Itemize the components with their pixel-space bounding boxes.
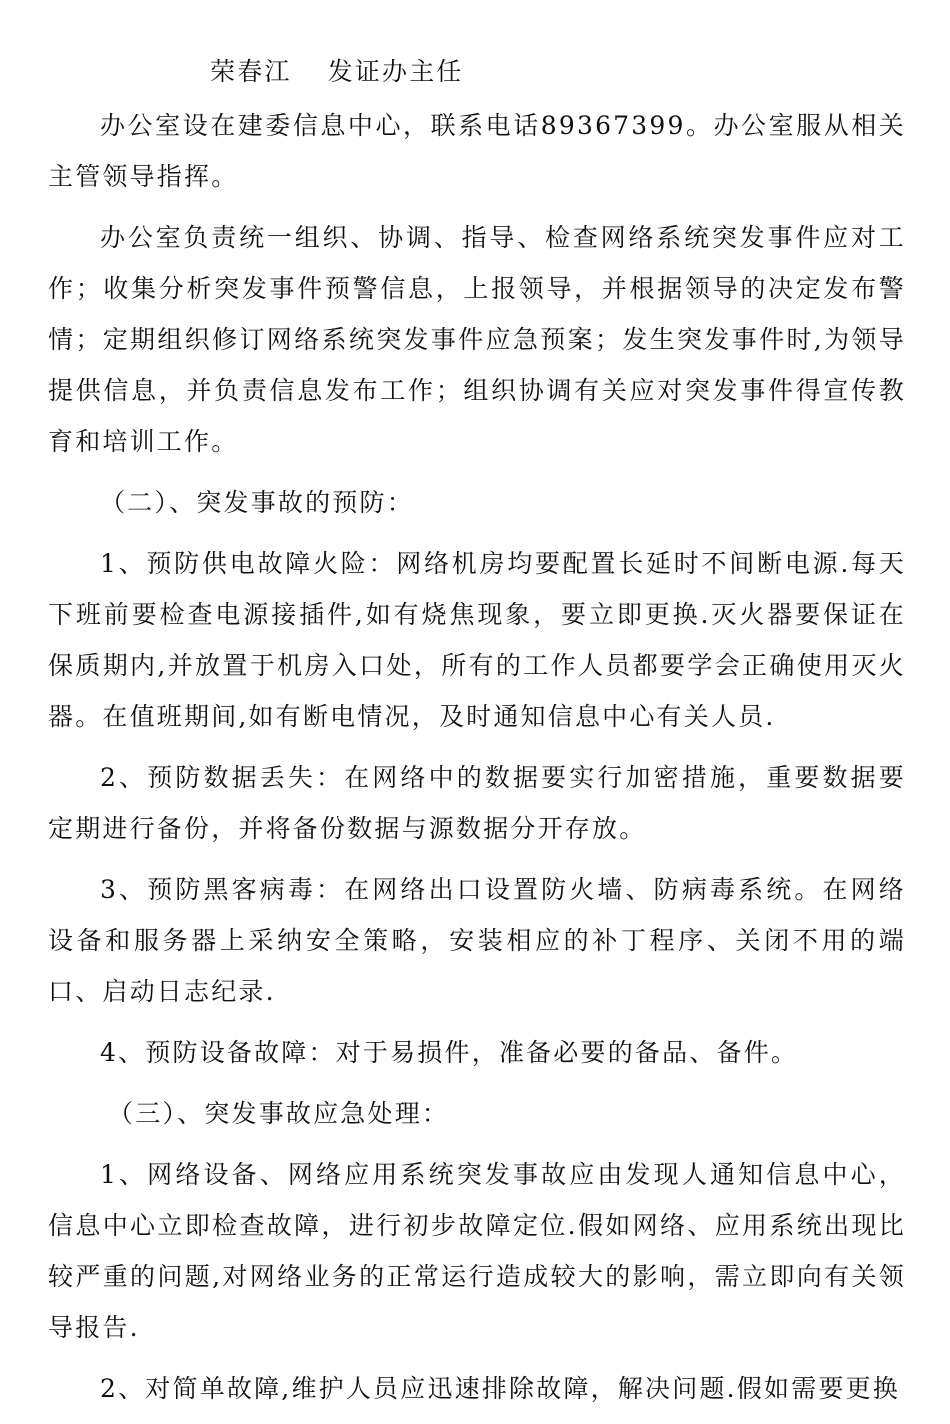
- document-page: [48, 52, 906, 1424]
- prevention-item-1: 1、预防供电故障火险：网络机房均要配置长延时不间断电源.每天下班前要检查电源接插件,如有烧焦现象，要立即更换.灭火器要保证在保质期内,并放置于机房入口处，所有的工作人员都要学会正确使用灭火器。在值班期间,如有断电情况，及时通知信息中心有关人员.: [48, 549, 906, 731]
- contact-person-line: [48, 52, 906, 92]
- prevention-item-3: 3、预防黑客病毒：在网络出口设置防火墙、防病毒系统。在网络设备和服务器上采纳安全策略，安装相应的补丁程序、关闭不用的端口、启动日志纪录.: [48, 875, 906, 1006]
- emergency-item-1: 1、网络设备、网络应用系统突发事故应由发现人通知信息中心，信息中心立即检查故障，进行初步故障定位.假如网络、应用系统出现比较严重的问题,对网络业务的正常运行造成较大的影响，需立即向有关领导报告.: [48, 1160, 906, 1342]
- prevention-item-2: 2、预防数据丢失：在网络中的数据要实行加密措施，重要数据要定期进行备份，并将备份数据与源数据分开存放。: [48, 763, 906, 843]
- section-emergency-heading: （三）、突发事故应急处理：: [108, 1099, 450, 1128]
- office-duties-paragraph: 办公室负责统一组织、协调、指导、检查网络系统突发事件应对工作；收集分析突发事件预警信息，上报领导，并根据领导的决定发布警情；定期组织修订网络系统突发事件应急预案；发生突发事件时,为领导提供信息，并负责信息发布工作；组织协调有关应对突发事件得宣传教育和培训工作。: [48, 223, 906, 456]
- person-name: 荣春江: [210, 57, 292, 86]
- section-prevention-heading: （二）、突发事故的预防：: [100, 488, 414, 517]
- emergency-item-2: 2、对简单故障,维护人员应迅速排除故障，解决问题.假如需要更换: [100, 1374, 901, 1403]
- office-location-paragraph: 办公室设在建委信息中心，联系电话89367399。办公室服从相关主管领导指挥。: [48, 111, 906, 191]
- person-title: 发证办主任: [327, 57, 464, 86]
- prevention-item-4: 4、预防设备故障：对于易损件，准备必要的备品、备件。: [100, 1038, 799, 1067]
